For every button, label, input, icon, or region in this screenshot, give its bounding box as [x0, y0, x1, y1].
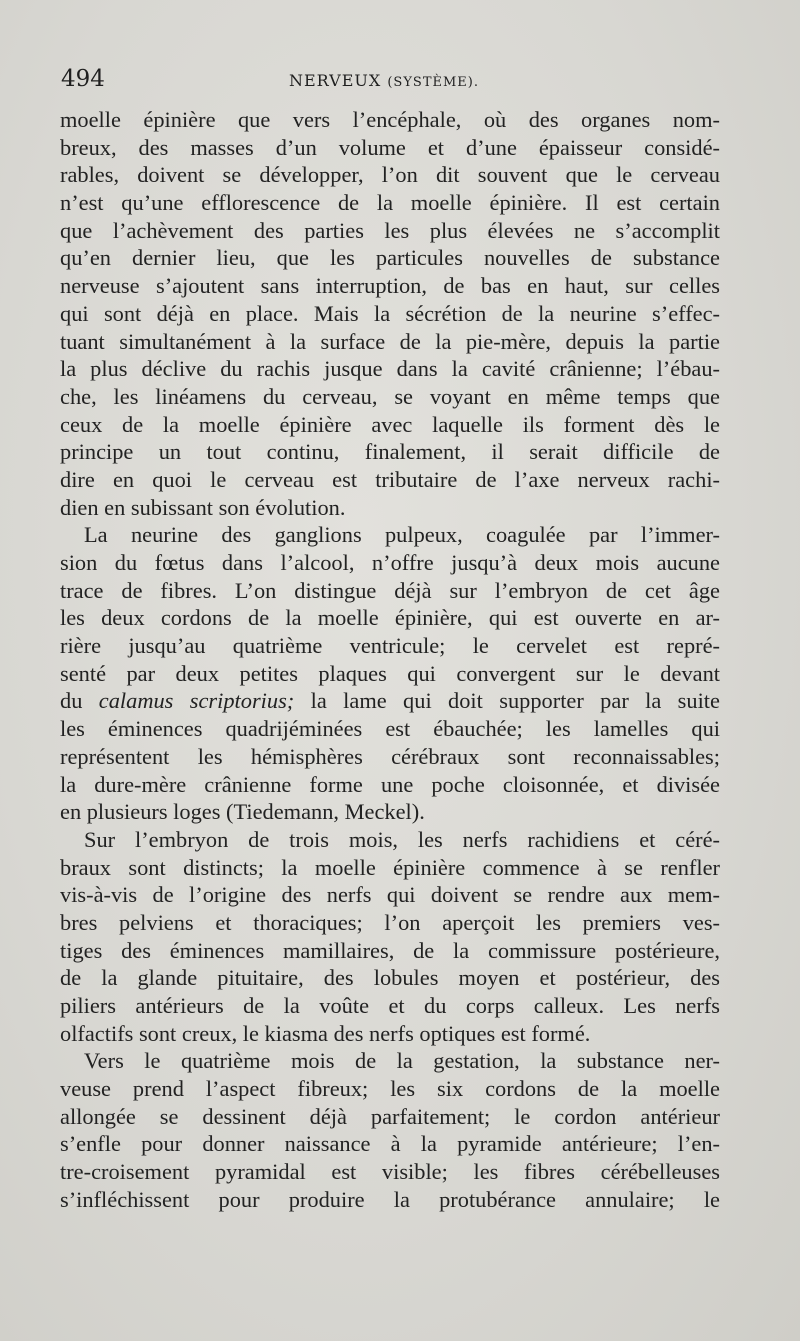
text-line: la plus déclive du rachis jusque dans la cavité crânienne; l’ébau-	[60, 356, 720, 382]
text-line: les éminences quadrijéminées est ébauchée; les lamelles qui	[60, 716, 720, 742]
text-line: s’infléchissent pour produire la protubérance annulaire; le	[60, 1186, 720, 1212]
text-line: s’enfle pour donner naissance à la pyramide antérieure; l’en-	[60, 1131, 720, 1157]
text-fragment: la lame qui doit supporter par la suite	[310, 688, 720, 714]
running-head	[289, 71, 479, 90]
text-line: Sur l’embryon de trois mois, les nerfs rachidiens et céré-	[84, 826, 720, 852]
text-line: n’est qu’une efflorescence de la moelle épinière. Il est certain	[60, 190, 720, 216]
text-line: dire en quoi le cerveau est tributaire de l’axe nerveux rachi-	[60, 466, 720, 492]
body-text	[60, 106, 720, 1214]
text-line: rière jusqu’au quatrième ventricule; le cervelet est repré-	[60, 633, 720, 659]
text-line: en plusieurs loges (Tiedemann, Meckel).	[60, 799, 425, 825]
text-line: che, les linéamens du cerveau, se voyant en même temps que	[60, 383, 720, 409]
text-line: moelle épinière que vers l’encéphale, où des organes nom-	[60, 107, 720, 132]
text-line: bres pelviens et thoraciques; l’on aperçoit les premiers ves-	[60, 909, 720, 935]
text-line: la dure-mère crânienne forme une poche cloisonnée, et divisée	[60, 771, 720, 797]
text-line: qui sont déjà en place. Mais la sécrétion de la neurine s’effec-	[60, 300, 720, 326]
running-head-title: NERVEUX	[289, 71, 382, 90]
text-line: allongée se dessinent déjà parfaitement; le cordon antérieur	[60, 1103, 720, 1129]
text-line: ceux de la moelle épinière avec laquelle ils forment dès le	[60, 411, 720, 437]
text-line: les deux cordons de la moelle épinière, qui est ouverte en ar-	[60, 605, 720, 631]
text-line: dien en subissant son évolution.	[60, 494, 346, 520]
italic-term: calamus scriptorius;	[98, 688, 295, 714]
text-line: trace de fibres. L’on distingue déjà sur l’embryon de cet âge	[60, 577, 720, 603]
text-line: nerveuse s’ajoutent sans interruption, de bas en haut, sur celles	[60, 273, 720, 299]
page-number: 494	[61, 66, 105, 92]
text-line: principe un tout continu, finalement, il serait difficile de	[60, 439, 720, 465]
page-header	[61, 66, 720, 96]
text-line: représentent les hémisphères cérébraux sont reconnaissables;	[60, 743, 720, 769]
text-line: Vers le quatrième mois de la gestation, la substance ner-	[84, 1048, 720, 1074]
text-line: olfactifs sont creux, le kiasma des nerfs optiques est formé.	[60, 1020, 591, 1046]
text-line: braux sont distincts; la moelle épinière commence à se renfler	[60, 854, 720, 880]
text-line: vis-à-vis de l’origine des nerfs qui doivent se rendre aux mem-	[60, 882, 720, 908]
text-line	[60, 687, 720, 715]
text-line: piliers antérieurs de la voûte et du corps calleux. Les nerfs	[60, 993, 720, 1018]
text-line: de la glande pituitaire, des lobules moyen et postérieur, des	[60, 965, 720, 991]
text-line: qu’en dernier lieu, que les particules nouvelles de substance	[60, 245, 720, 271]
text-line: La neurine des ganglions pulpeux, coagulée par l’immer-	[84, 522, 720, 548]
text-line: tre-croisement pyramidal est visible; les fibres cérébelleuses	[60, 1159, 720, 1185]
text-line: breux, des masses d’un volume et d’une épaisseur considé-	[60, 134, 720, 160]
text-line: veuse prend l’aspect fibreux; les six cordons de la moelle	[60, 1076, 720, 1102]
text-line: sion du fœtus dans l’alcool, n’offre jusqu’à deux mois aucune	[60, 550, 720, 575]
text-line: tiges des éminences mamillaires, de la commissure postérieure,	[60, 937, 720, 963]
text-line: rables, doivent se développer, l’on dit souvent que le cerveau	[60, 162, 720, 188]
text-fragment: du	[60, 688, 83, 714]
text-line: senté par deux petites plaques qui convergent sur le devant	[60, 660, 720, 686]
text-line: tuant simultanément à la surface de la pie-mère, depuis la partie	[60, 328, 720, 354]
text-line: que l’achèvement des parties les plus élevées ne s’accomplit	[60, 217, 720, 243]
running-head-subtitle: (SYSTÈME).	[387, 75, 479, 90]
